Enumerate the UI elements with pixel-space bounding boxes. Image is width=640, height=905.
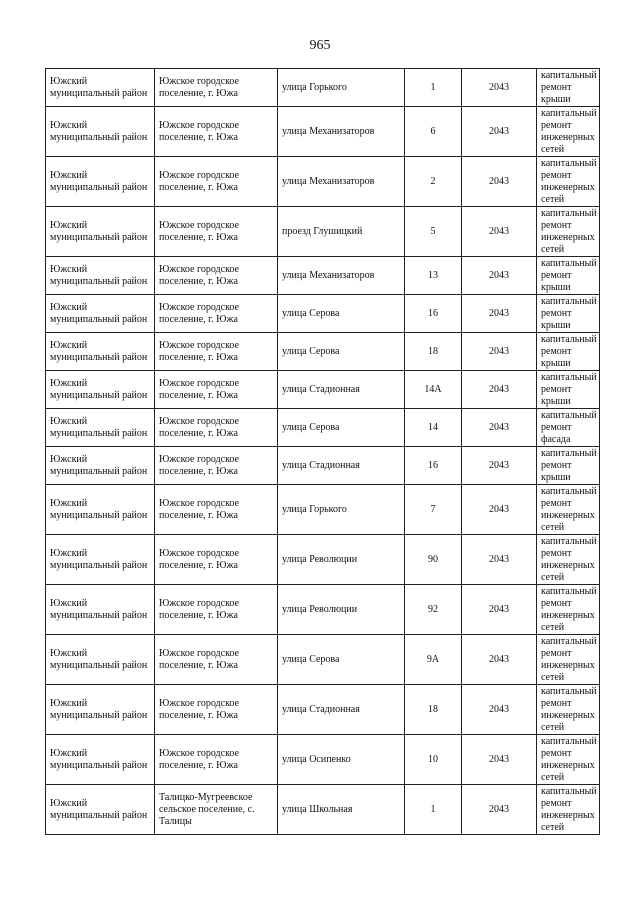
- street-cell: улица Механизаторов: [278, 257, 405, 295]
- street-cell: улица Механизаторов: [278, 107, 405, 157]
- house-number-cell: 16: [405, 447, 462, 485]
- work-type-cell: капитальный ремонт инженерных сетей: [537, 107, 600, 157]
- settlement-cell: Южское городское поселение, г. Южа: [155, 447, 278, 485]
- work-type-cell: капитальный ремонт инженерных сетей: [537, 585, 600, 635]
- year-cell: 2043: [462, 535, 537, 585]
- house-number-cell: 7: [405, 485, 462, 535]
- table-row: [46, 157, 600, 207]
- district-cell: Южский муниципальный район: [46, 295, 155, 333]
- work-type-cell: капитальный ремонт инженерных сетей: [537, 685, 600, 735]
- work-type-cell: капитальный ремонт инженерных сетей: [537, 785, 600, 835]
- district-cell: Южский муниципальный район: [46, 333, 155, 371]
- settlement-cell: Южское городское поселение, г. Южа: [155, 635, 278, 685]
- district-cell: Южский муниципальный район: [46, 69, 155, 107]
- street-cell: улица Революции: [278, 585, 405, 635]
- house-number-cell: 13: [405, 257, 462, 295]
- table-row: [46, 333, 600, 371]
- house-number-cell: 18: [405, 685, 462, 735]
- house-number-cell: 90: [405, 535, 462, 585]
- table-row: [46, 69, 600, 107]
- year-cell: 2043: [462, 585, 537, 635]
- settlement-cell: Южское городское поселение, г. Южа: [155, 69, 278, 107]
- settlement-cell: Южское городское поселение, г. Южа: [155, 485, 278, 535]
- house-number-cell: 92: [405, 585, 462, 635]
- district-cell: Южский муниципальный район: [46, 157, 155, 207]
- house-number-cell: 6: [405, 107, 462, 157]
- district-cell: Южский муниципальный район: [46, 785, 155, 835]
- district-cell: Южский муниципальный район: [46, 409, 155, 447]
- house-number-cell: 18: [405, 333, 462, 371]
- street-cell: улица Серова: [278, 295, 405, 333]
- year-cell: 2043: [462, 371, 537, 409]
- street-cell: улица Горького: [278, 485, 405, 535]
- house-number-cell: 14А: [405, 371, 462, 409]
- work-type-cell: капитальный ремонт инженерных сетей: [537, 735, 600, 785]
- street-cell: улица Школьная: [278, 785, 405, 835]
- table-row: [46, 635, 600, 685]
- repair-schedule-table: [45, 68, 600, 835]
- table-row: [46, 485, 600, 535]
- year-cell: 2043: [462, 207, 537, 257]
- settlement-cell: Южское городское поселение, г. Южа: [155, 333, 278, 371]
- settlement-cell: Южское городское поселение, г. Южа: [155, 735, 278, 785]
- work-type-cell: капитальный ремонт крыши: [537, 333, 600, 371]
- street-cell: улица Стадионная: [278, 685, 405, 735]
- house-number-cell: 5: [405, 207, 462, 257]
- settlement-cell: Южское городское поселение, г. Южа: [155, 409, 278, 447]
- table-row: [46, 785, 600, 835]
- year-cell: 2043: [462, 685, 537, 735]
- district-cell: Южский муниципальный район: [46, 447, 155, 485]
- table-row: [46, 535, 600, 585]
- district-cell: Южский муниципальный район: [46, 207, 155, 257]
- district-cell: Южский муниципальный район: [46, 485, 155, 535]
- house-number-cell: 10: [405, 735, 462, 785]
- year-cell: 2043: [462, 107, 537, 157]
- table-row: [46, 409, 600, 447]
- work-type-cell: капитальный ремонт крыши: [537, 257, 600, 295]
- page-number: 965: [309, 38, 331, 53]
- settlement-cell: Южское городское поселение, г. Южа: [155, 685, 278, 735]
- work-type-cell: капитальный ремонт инженерных сетей: [537, 207, 600, 257]
- district-cell: Южский муниципальный район: [46, 371, 155, 409]
- table-row: [46, 257, 600, 295]
- district-cell: Южский муниципальный район: [46, 685, 155, 735]
- table-row: [46, 685, 600, 735]
- street-cell: улица Серова: [278, 635, 405, 685]
- year-cell: 2043: [462, 409, 537, 447]
- district-cell: Южский муниципальный район: [46, 257, 155, 295]
- work-type-cell: капитальный ремонт инженерных сетей: [537, 535, 600, 585]
- street-cell: улица Стадионная: [278, 371, 405, 409]
- settlement-cell: Южское городское поселение, г. Южа: [155, 157, 278, 207]
- street-cell: улица Серова: [278, 333, 405, 371]
- district-cell: Южский муниципальный район: [46, 107, 155, 157]
- house-number-cell: 16: [405, 295, 462, 333]
- street-cell: улица Революции: [278, 535, 405, 585]
- year-cell: 2043: [462, 485, 537, 535]
- settlement-cell: Южское городское поселение, г. Южа: [155, 295, 278, 333]
- settlement-cell: Южское городское поселение, г. Южа: [155, 257, 278, 295]
- district-cell: Южский муниципальный район: [46, 535, 155, 585]
- work-type-cell: капитальный ремонт инженерных сетей: [537, 485, 600, 535]
- year-cell: 2043: [462, 157, 537, 207]
- settlement-cell: Южское городское поселение, г. Южа: [155, 371, 278, 409]
- house-number-cell: 1: [405, 785, 462, 835]
- table-row: [46, 585, 600, 635]
- street-cell: улица Механизаторов: [278, 157, 405, 207]
- year-cell: 2043: [462, 447, 537, 485]
- work-type-cell: капитальный ремонт крыши: [537, 295, 600, 333]
- district-cell: Южский муниципальный район: [46, 635, 155, 685]
- work-type-cell: капитальный ремонт инженерных сетей: [537, 157, 600, 207]
- settlement-cell: Южское городское поселение, г. Южа: [155, 585, 278, 635]
- table-row: [46, 371, 600, 409]
- year-cell: 2043: [462, 785, 537, 835]
- settlement-cell: Южское городское поселение, г. Южа: [155, 535, 278, 585]
- street-cell: улица Горького: [278, 69, 405, 107]
- house-number-cell: 14: [405, 409, 462, 447]
- year-cell: 2043: [462, 295, 537, 333]
- district-cell: Южский муниципальный район: [46, 735, 155, 785]
- street-cell: улица Серова: [278, 409, 405, 447]
- year-cell: 2043: [462, 735, 537, 785]
- settlement-cell: Южское городское поселение, г. Южа: [155, 107, 278, 157]
- work-type-cell: капитальный ремонт крыши: [537, 447, 600, 485]
- table-row: [46, 207, 600, 257]
- house-number-cell: 9А: [405, 635, 462, 685]
- table-row: [46, 295, 600, 333]
- work-type-cell: капитальный ремонт инженерных сетей: [537, 635, 600, 685]
- settlement-cell: Южское городское поселение, г. Южа: [155, 207, 278, 257]
- work-type-cell: капитальный ремонт фасада: [537, 409, 600, 447]
- table-row: [46, 107, 600, 157]
- district-cell: Южский муниципальный район: [46, 585, 155, 635]
- year-cell: 2043: [462, 635, 537, 685]
- table-row: [46, 735, 600, 785]
- work-type-cell: капитальный ремонт крыши: [537, 371, 600, 409]
- street-cell: проезд Глушицкий: [278, 207, 405, 257]
- street-cell: улица Осипенко: [278, 735, 405, 785]
- year-cell: 2043: [462, 257, 537, 295]
- year-cell: 2043: [462, 69, 537, 107]
- year-cell: 2043: [462, 333, 537, 371]
- street-cell: улица Стадионная: [278, 447, 405, 485]
- house-number-cell: 1: [405, 69, 462, 107]
- house-number-cell: 2: [405, 157, 462, 207]
- work-type-cell: капитальный ремонт крыши: [537, 69, 600, 107]
- settlement-cell: Талицко-Мугреевское сельское поселение, с. Талицы: [155, 785, 278, 835]
- table-row: [46, 447, 600, 485]
